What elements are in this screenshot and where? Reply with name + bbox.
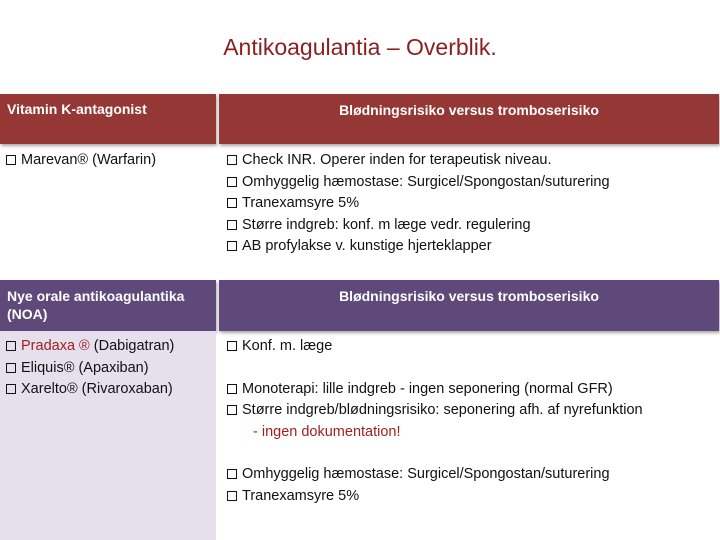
checkbox-square-icon — [6, 363, 16, 373]
noa-drug-list — [6, 336, 174, 401]
vka-header — [0, 94, 216, 144]
page-title: Antikoagulantia – Overblik. — [223, 34, 497, 60]
checkbox-square-icon — [6, 384, 16, 394]
drug-generic: (Apaxiban) — [78, 359, 149, 376]
list-item: Konf. m. læge — [227, 336, 643, 358]
list-item: Marevan® (Warfarin) — [6, 150, 156, 172]
list-item — [6, 358, 174, 380]
noa-guideline-list — [227, 336, 643, 507]
list-item-note: - ingen dokumentation! — [253, 423, 401, 440]
list-item: Monoterapi: lille indgreb - ingen seponering (normal GFR) — [227, 379, 643, 401]
checkbox-square-icon — [227, 491, 237, 501]
list-item: Tranexamsyre 5% — [227, 193, 610, 215]
risk-header-1-label: Blødningsrisiko versus tromboserisiko — [339, 102, 599, 118]
list-item: Omhyggelig hæmostase: Surgicel/Spongostan/suturering — [227, 464, 643, 486]
drug-generic: (Dabigatran) — [93, 338, 175, 354]
vka-header-label: Vitamin K-antagonist — [7, 101, 147, 117]
spacer — [227, 443, 643, 464]
list-item: Større indgreb/blødningsrisiko: seponering afh. af nyrefunktion — [227, 400, 643, 422]
drug-brand: Eliquis® — [21, 359, 75, 376]
checkbox-square-icon — [6, 341, 16, 351]
checkbox-square-icon — [227, 241, 237, 251]
risk-header-1 — [219, 94, 719, 144]
drug-generic: (Rivaroxaban) — [81, 381, 173, 397]
noa-header-label: Nye orale antikoagulantika (NOA) — [7, 288, 185, 323]
noa-header — [0, 280, 216, 331]
risk-header-2-label: Blødningsrisiko versus tromboserisiko — [339, 288, 599, 304]
vka-guideline-list — [227, 150, 610, 258]
spacer — [227, 358, 643, 379]
checkbox-square-icon — [227, 220, 237, 230]
list-item: Større indgreb: konf. m læge vedr. regulering — [227, 215, 610, 237]
risk-header-2 — [219, 280, 719, 331]
checkbox-square-icon — [227, 198, 237, 208]
checkbox-square-icon — [227, 384, 237, 394]
checkbox-square-icon — [227, 341, 237, 351]
vka-drug-list — [6, 150, 156, 172]
checkbox-square-icon — [227, 177, 237, 187]
list-item — [6, 336, 174, 358]
drug-brand: Xarelto® — [21, 381, 78, 397]
list-item: Check INR. Operer inden for terapeutisk niveau. — [227, 150, 610, 172]
drug-brand: Pradaxa ® — [21, 338, 90, 354]
list-item: Omhyggelig hæmostase: Surgicel/Spongostan/suturering — [227, 172, 610, 194]
checkbox-square-icon — [6, 155, 16, 165]
list-item — [6, 379, 174, 401]
list-item: Tranexamsyre 5% — [227, 486, 643, 508]
list-item: AB profylakse v. kunstige hjerteklapper — [227, 236, 610, 258]
checkbox-square-icon — [227, 405, 237, 415]
checkbox-square-icon — [227, 469, 237, 479]
checkbox-square-icon — [227, 155, 237, 165]
